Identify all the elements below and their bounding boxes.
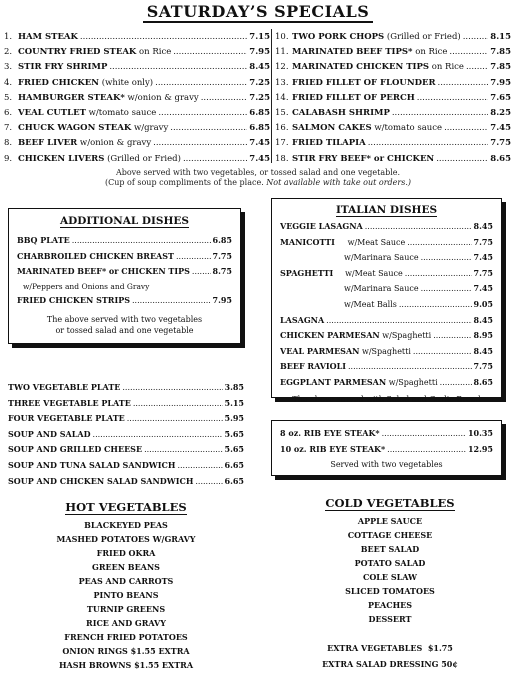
additional-dishes-title: ADDITIONAL DISHES [59,215,190,227]
list-item: FRENCH FRIED POTATOES [64,632,188,642]
column-divider [271,29,272,163]
special-row: 2. COUNTRY FRIED STEAK on Rice ..... 7.95 [4,45,270,60]
menu-title: SATURDAY’S SPECIALS [0,2,516,21]
dish-row: w/Meat Balls ..... 9.05 [280,297,493,313]
tips-note: w/Peppers and Onions and Gravy [23,281,150,291]
special-row: 9. CHICKEN LIVERS (Grilled or Fried) ..... 7.45 [4,152,270,167]
cold-vegetables-title: COLD VEGETABLES [325,496,455,510]
plate-row: THREE VEGETABLE PLATE ..... 5.15 [8,396,244,412]
extras-list [272,640,508,672]
special-row: 16. SALMON CAKES w/tomato sauce ..... 7.45 [275,121,511,136]
special-row: 4. FRIED CHICKEN (white only) ..... 7.25 [4,76,270,91]
dish-row: MARINATED BEEF* or CHICKEN TIPS ..... 8.75 [17,264,232,280]
list-item: BLACKEYED PEAS [84,520,168,530]
list-item: POTATO SALAD [354,558,426,568]
special-row: 14. FRIED FILLET OF PERCH ..... 7.65 [275,91,511,106]
additional-dishes-box [8,208,241,344]
extra-dressing-price: EXTRA SALAD DRESSING 50¢ [322,659,458,669]
specials-note: Above served with two vegetables, or tossed salad and one vegetable. [115,168,401,177]
list-item: HASH BROWNS $1.55 EXTRA [58,660,194,670]
italian-dishes-box [271,198,502,404]
specials-note-soup: (Cup of soup compliments of the place. Not available with take out orders.) [104,178,411,187]
list-item: GREEN BEANS [92,562,160,572]
italian-dishes-title: ITALIAN DISHES [335,204,438,216]
list-item: COLE SLAW [362,572,418,582]
list-item: SLICED TOMATOES [345,586,435,596]
specials-right-column [275,30,511,167]
dish-row: BEEF RAVIOLI ..... 7.75 [280,359,493,375]
dish-row: SPAGHETTI w/Meat Sauce ..... 7.75 [280,266,493,282]
special-row: 11. MARINATED BEEF TIPS* on Rice ..... 7.85 [275,45,511,60]
special-row: 17. FRIED TILAPIA ..... 7.75 [275,136,511,151]
special-row: 10. TWO PORK CHOPS (Grilled or Fried) ..... 8.15 [275,30,511,45]
plate-row: SOUP AND CHICKEN SALAD SANDWICH ..... 6.65 [8,474,244,490]
list-item: BEET SALAD [360,544,420,554]
list-item: MASHED POTATOES W/GRAVY [56,534,196,544]
dish-row: FRIED CHICKEN STRIPS ..... 7.95 [17,293,232,309]
cold-vegetables-list [272,514,508,626]
plate-row: SOUP AND GRILLED CHEESE ..... 5.65 [8,442,244,458]
list-item: PINTO BEANS [93,590,159,600]
dish-row: MANICOTTI w/Meat Sauce ..... 7.75 [280,235,493,251]
list-item: FRIED OKRA [96,548,156,558]
plates-list [8,380,244,489]
special-row: 1. HAM STEAK ..... 7.15 [4,30,270,45]
specials-left-column [4,30,270,167]
hot-vegetables-list [10,518,242,672]
special-row: 7. CHUCK WAGON STEAK w/gravy ..... 6.85 [4,121,270,136]
plate-row: SOUP AND SALAD ..... 5.65 [8,427,244,443]
list-item: APPLE SAUCE [357,516,423,526]
special-row: 18. STIR FRY BEEF* or CHICKEN ..... 8.65 [275,152,511,167]
rib-eye-box [271,420,502,476]
steak-row: 10 oz. RIB EYE STEAK* ..... 12.95 [280,442,493,458]
dish-row: BBQ PLATE ..... 6.85 [17,233,232,249]
additional-note: or tossed salad and one vegetable [55,326,194,336]
hot-vegetables-title: HOT VEGETABLES [65,500,187,514]
dish-row: w/Marinara Sauce ..... 7.45 [280,281,493,297]
special-row: 3. STIR FRY SHRIMP ..... 8.45 [4,60,270,75]
dish-row: CHARBROILED CHICKEN BREAST ..... 7.75 [17,249,232,265]
list-item: TURNIP GREENS [86,604,166,614]
dish-row: VEAL PARMESAN w/Spaghetti ..... 8.45 [280,344,493,360]
special-row: 12. MARINATED CHICKEN TIPS on Rice ..... 7.85 [275,60,511,75]
dish-row: CHICKEN PARMESAN w/Spaghetti ..... 8.95 [280,328,493,344]
special-row: 5. HAMBURGER STEAK* w/onion & gravy ..... 7.25 [4,91,270,106]
extra-vegetables-price: EXTRA VEGETABLES $1.75 [327,643,453,653]
special-row: 15. CALABASH SHRIMP ..... 8.25 [275,106,511,121]
list-item: RICE AND GRAVY [86,618,166,628]
list-item: ONION RINGS $1.55 EXTRA [62,646,190,656]
dish-row: LASAGNA ..... 8.45 [280,313,493,329]
dish-row: w/Marinara Sauce ..... 7.45 [280,250,493,266]
steak-row: 8 oz. RIB EYE STEAK* ..... 10.35 [280,426,493,442]
dish-row: VEGGIE LASAGNA ..... 8.45 [280,219,493,235]
special-row: 6. VEAL CUTLET w/tomato sauce ..... 6.85 [4,106,270,121]
rib-eye-note: Served with two vegetables [330,460,443,470]
plate-row: FOUR VEGETABLE PLATE ..... 5.95 [8,411,244,427]
list-item: COTTAGE CHEESE [347,530,433,540]
special-row: 13. FRIED FILLET OF FLOUNDER ..... 7.95 [275,76,511,91]
plate-row: TWO VEGETABLE PLATE ..... 3.85 [8,380,244,396]
list-item: PEACHES [367,600,413,610]
plate-row: SOUP AND TUNA SALAD SANDWICH ..... 6.65 [8,458,244,474]
list-item: PEAS AND CARROTS [78,576,174,586]
special-row: 8. BEEF LIVER w/onion & gravy ..... 7.45 [4,136,270,151]
italian-note: The above served with Salad and Garlic Bread [292,394,481,404]
list-item: DESSERT [368,614,412,624]
dish-row: EGGPLANT PARMESAN w/Spaghetti ..... 8.65 [280,375,493,391]
additional-note: The above served with two vegetables [46,315,203,325]
